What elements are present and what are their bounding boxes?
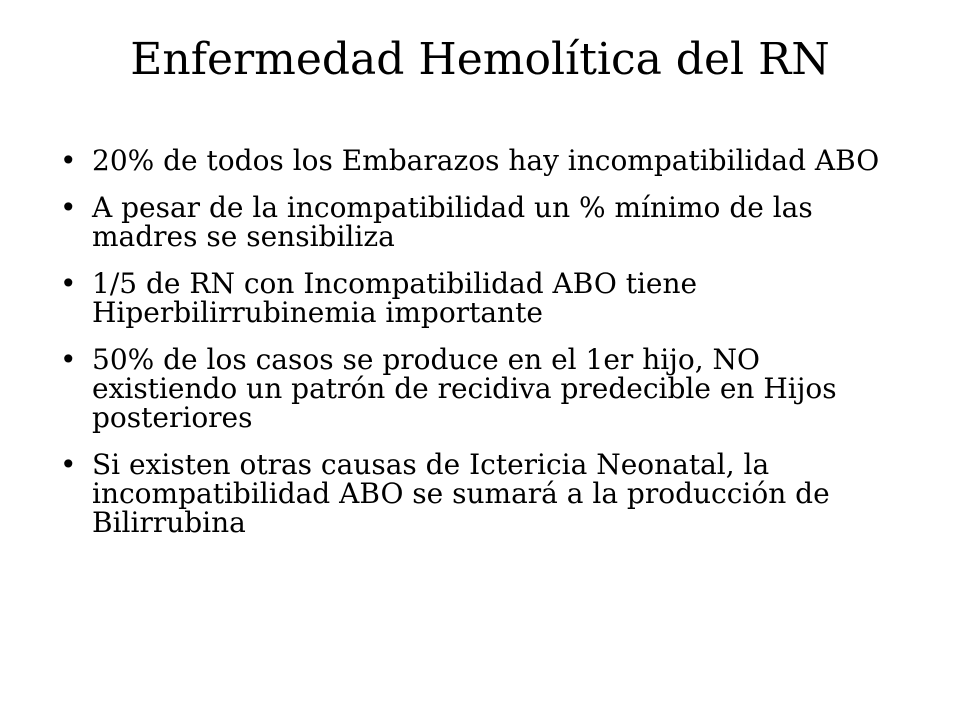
bullet-icon: • [60,144,77,177]
bullet-item [60,193,910,251]
bullet-text: 50% de los casos se produce en el 1er hijo, NO existiendo un patrón de recidiva predecible en Hijos posteriores [92,343,837,434]
bullet-text: A pesar de la incompatibilidad un % mínimo de las madres se sensibiliza [92,191,813,253]
bullet-icon: • [60,343,77,376]
bullet-icon: • [60,191,77,224]
bullet-item [60,146,910,175]
bullet-list [60,146,910,555]
bullet-item [60,269,910,327]
bullet-text: Si existen otras causas de Ictericia Neonatal, la incompatibilidad ABO se sumará a la producción de Bilirrubina [92,448,830,539]
bullet-icon: • [60,267,77,300]
bullet-text: 1/5 de RN con Incompatibilidad ABO tiene Hiperbilirrubinemia importante [92,267,698,329]
bullet-item [60,345,910,432]
bullet-text: 20% de todos los Embarazos hay incompatibilidad ABO [92,144,880,177]
bullet-item [60,450,910,537]
bullet-icon: • [60,448,77,481]
slide-title: Enfermedad Hemolítica del RN [130,34,830,85]
